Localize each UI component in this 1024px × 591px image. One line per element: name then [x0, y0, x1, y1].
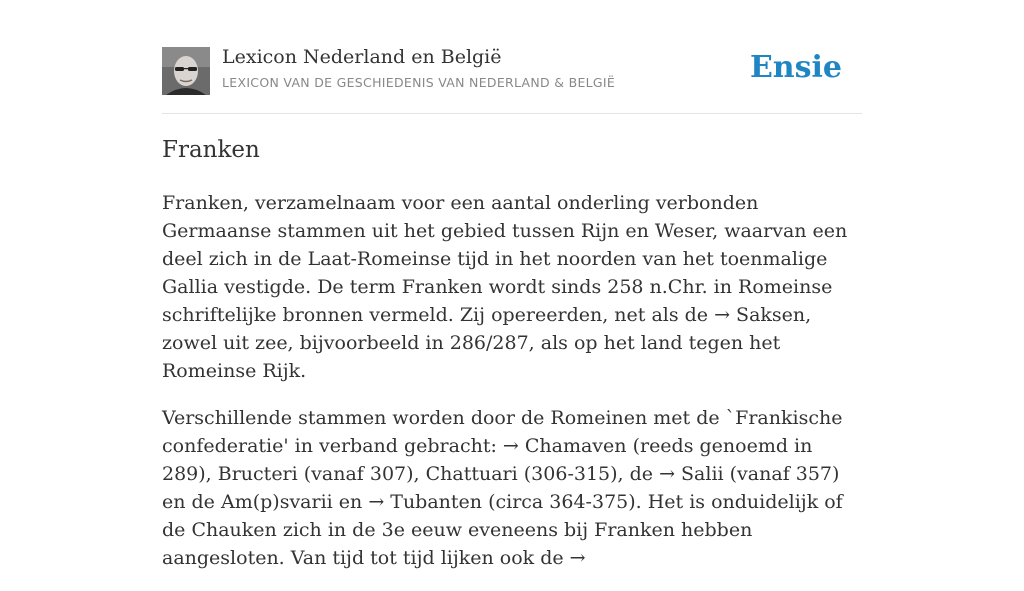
paragraph-text: (vanaf 357) en de Am(p)svarii en	[162, 463, 840, 513]
cross-reference-link[interactable]: →	[569, 547, 586, 569]
entry-title: Franken	[162, 137, 260, 163]
site-title[interactable]: Lexicon Nederland en België	[222, 46, 502, 68]
paragraph-text: , zowel uit zee, bijvoorbeeld in 286/287, als op het land tegen het Romeinse Rijk.	[162, 304, 812, 382]
author-photo	[162, 47, 210, 95]
entry-paragraph	[162, 189, 862, 385]
ensie-logo[interactable]: Ensie	[749, 50, 842, 85]
entry-body	[162, 189, 862, 591]
cross-reference-link[interactable]: → Saksen	[714, 304, 806, 326]
page-container	[162, 0, 862, 569]
cross-reference-link[interactable]: → Chamaven	[502, 435, 627, 457]
paragraph-text: Franken, verzamelnaam voor een aantal onderling verbonden Germaanse stammen uit het gebied tussen Rijn en Weser, waarvan een deel zich in de Laat-Romeinse tijd in het noorden van het toenmalige Gallia vestigde. De term Franken wordt sinds 258 n.Chr. in Romeinse schriftelijke bronnen vermeld. Zij opereerden, net als de	[162, 192, 848, 326]
entry-paragraph	[162, 404, 862, 572]
cross-reference-link[interactable]: → Salii	[659, 463, 724, 485]
site-subtitle: LEXICON VAN DE GESCHIEDENIS VAN NEDERLAND & BELGIË	[222, 75, 616, 90]
cross-reference-link[interactable]: → Tubanten	[368, 491, 483, 513]
paragraph-text: Verschillende stammen worden door de Romeinen met de `Frankische confederatie' in verband gebracht:	[162, 407, 843, 457]
paragraph-text: (reeds genoemd in 289), Bructeri (vanaf 307), Chattuari (306-315), de	[162, 435, 813, 485]
author-avatar[interactable]	[162, 47, 210, 95]
site-header	[162, 0, 862, 114]
paragraph-text: (circa 364-375). Het is onduidelijk of de Chauken zich in de 3e eeuw eveneens bij Franken hebben aangesloten. Van tijd tot tijd lijken ook de	[162, 491, 843, 569]
